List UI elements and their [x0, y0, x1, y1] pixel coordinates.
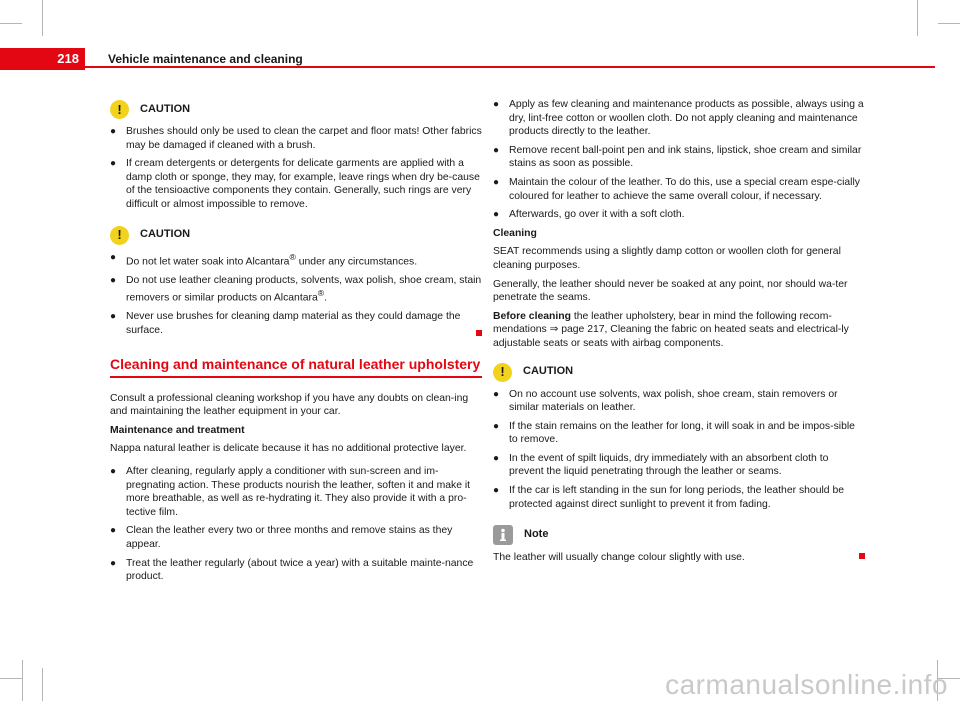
section-title: Cleaning and maintenance of natural leather upholstery	[110, 356, 481, 373]
list-item-text: Do not use leather cleaning products, solvents, wax polish, shoe cream, stain removers or similar products on Alcantara®.	[126, 274, 482, 304]
caution-heading	[110, 100, 482, 119]
list-item-text: Apply as few cleaning and maintenance products as possible, always using a dry, lint-free cotton or woollen cloth. Do not apply cleaning and maintenance products directly to the leather.	[509, 99, 864, 138]
list-item	[110, 310, 482, 337]
bullet-icon: ●	[110, 126, 117, 137]
list-item-text: Remove recent ball-point pen and ink stains, lipstick, shoe cream and similar stains as soon as possible.	[509, 144, 862, 170]
bullet-icon: ●	[110, 251, 117, 263]
note-title: Note	[524, 528, 549, 541]
list-item	[493, 388, 865, 415]
list-item	[493, 484, 865, 511]
crop-mark	[0, 678, 22, 679]
list-item-text: On no account use solvents, wax polish, shoe cream, stain removers or similar materials on leather.	[509, 388, 838, 414]
caution-icon: !	[110, 226, 129, 245]
list-item	[110, 524, 482, 551]
caution-title: CAUTION	[523, 365, 574, 378]
page-number: 218	[0, 48, 85, 70]
bullet-icon: ●	[493, 452, 500, 464]
header-rule	[85, 66, 935, 68]
bullet-icon: ●	[493, 388, 500, 400]
list-item	[110, 274, 482, 306]
bullet-icon: ●	[110, 525, 117, 537]
list-item	[110, 157, 482, 211]
page-header-title: Vehicle maintenance and cleaning	[108, 52, 303, 66]
list-item	[110, 125, 482, 152]
list-item-text: If the car is left standing in the sun for long periods, the leather should be protected against direct sunlight to prevent it from fading.	[509, 485, 845, 510]
section-rule	[110, 376, 482, 378]
list-item-text: If the stain remains on the leather for long, it will soak in and be impos-sible to remove.	[509, 420, 855, 446]
list-item	[110, 557, 482, 584]
list-item-text: Do not let water soak into Alcantara® under any circumstances.	[126, 251, 418, 268]
caution-heading	[110, 226, 482, 245]
list-item-text: If cream detergents or detergents for delicate garments are applied with a damp cloth or sponge, they may, for example, leave rings when dry be-cause of the tensioactive components they contain. Generally, such rings are very difficult or almost impossible to remove.	[126, 158, 480, 210]
list-item-text: Treat the leather regularly (about twice a year) with a suitable mainte-nance product.	[126, 557, 474, 583]
list-item-text: Clean the leather every two or three months and remove stains as they appear.	[126, 525, 453, 550]
cross-reference-text: the leather upholstery, bear in mind the following recom-mendations ⇒ page 217, Cleaning the fabric on heated seats and electrical-ly adjustable seats or seats with airbag components.	[493, 310, 849, 349]
left-column	[110, 98, 482, 589]
list-item-text: After cleaning, regularly apply a conditioner with sun-screen and im-pregnating action. These products nourish the leather, soften it and make it more breathable, as well as re-hydrating it. They also provide it with a pro-tective film.	[126, 465, 471, 518]
intro-paragraph: Consult a professional cleaning workshop if you have any doubts on clean-ing and maintaining the leather equipment in your car.	[110, 392, 469, 418]
bullet-icon: ●	[493, 485, 500, 497]
bullet-icon: ●	[110, 557, 117, 569]
list-item	[493, 176, 865, 203]
end-of-section-mark	[859, 553, 865, 559]
subheading: Maintenance and treatment	[110, 424, 245, 436]
list-item-text: Never use brushes for cleaning damp material as they could damage the surface.	[126, 311, 461, 336]
list-item-text: Brushes should only be used to clean the carpet and floor mats! Other fabrics may be damaged if cleaned with a brush.	[126, 126, 482, 151]
list-item	[493, 208, 865, 222]
note-heading	[493, 525, 865, 545]
watermark: carmanualsonline.info	[665, 669, 948, 700]
bullet-icon: ●	[110, 465, 117, 477]
inline-bold: Before cleaning	[493, 310, 571, 322]
crop-mark	[0, 23, 22, 24]
note-text: The leather will usually change colour slightly with use.	[493, 552, 745, 564]
right-column	[493, 98, 865, 565]
paragraph: Generally, the leather should never be soaked at any point, nor should wa-ter penetrate the seams.	[493, 278, 848, 304]
crop-mark	[42, 0, 43, 36]
paragraph: Nappa natural leather is delicate because it has no additional protective layer.	[110, 443, 467, 455]
note-body	[493, 551, 865, 565]
caution-heading	[493, 363, 865, 382]
bullet-icon: ●	[110, 158, 117, 170]
crop-mark	[917, 0, 918, 36]
crop-mark	[42, 668, 43, 701]
caution-icon: !	[110, 100, 129, 119]
bullet-icon: ●	[493, 209, 500, 221]
bullet-icon: ●	[110, 311, 117, 323]
list-item	[493, 144, 865, 171]
list-item	[493, 420, 865, 447]
info-person-icon	[493, 525, 513, 545]
crop-mark	[938, 23, 960, 24]
list-item	[493, 98, 865, 139]
list-item-text: Afterwards, go over it with a soft cloth.	[509, 209, 685, 221]
bullet-icon: ●	[493, 144, 500, 156]
paragraph: SEAT recommends using a slightly damp cotton or woollen cloth for general cleaning purposes.	[493, 246, 841, 271]
list-item	[110, 251, 482, 269]
caution-title: CAUTION	[140, 102, 191, 115]
bullet-icon: ●	[493, 99, 500, 110]
paragraph	[493, 310, 865, 351]
caution-title: CAUTION	[140, 228, 191, 241]
bullet-icon: ●	[110, 274, 117, 286]
bullet-icon: ●	[493, 176, 500, 188]
list-item	[493, 452, 865, 479]
list-item-text: Maintain the colour of the leather. To do this, use a special cream espe-cially coloured for leather to achieve the same overall colour, if necessary.	[509, 176, 860, 202]
subheading: Cleaning	[493, 227, 537, 239]
list-item	[110, 465, 482, 519]
list-item-text: In the event of spilt liquids, dry immediately with an absorbent cloth to prevent the liquid penetrating through the leather or seams.	[509, 452, 829, 478]
bullet-icon: ●	[493, 420, 500, 432]
caution-icon: !	[493, 363, 512, 382]
crop-mark	[22, 660, 23, 701]
